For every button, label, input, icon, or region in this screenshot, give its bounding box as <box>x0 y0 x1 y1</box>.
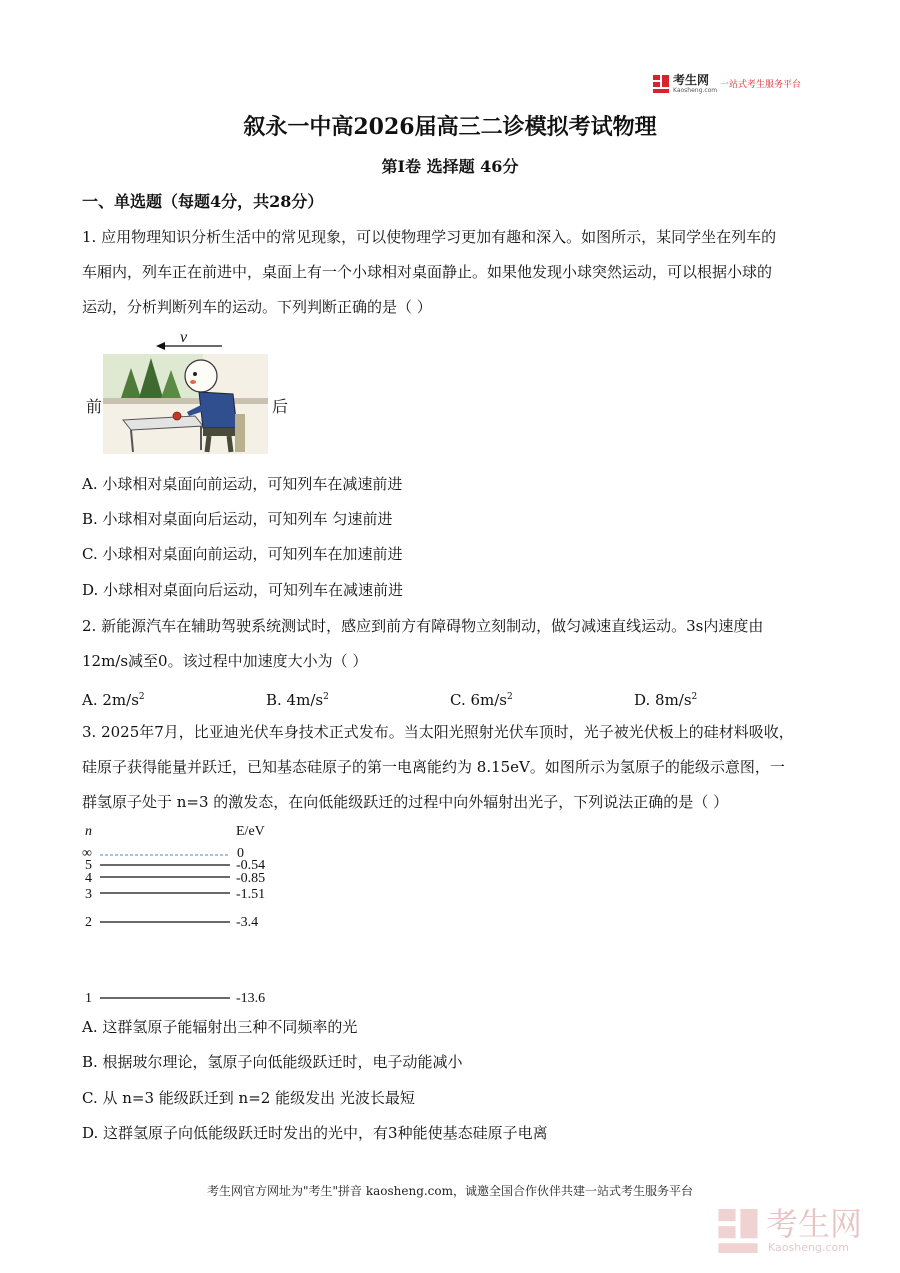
section-title: 一、单选题（每题4分，共28分） <box>82 192 324 211</box>
logo-site: Kaosheng.com <box>673 87 718 94</box>
level-n-2: 2 <box>85 915 92 930</box>
level-e-4: -0.85 <box>236 871 266 886</box>
page-footer: 考生网官方网址为"考生"拼音 kaosheng.com，诚邀全国合作伙伴共建一站式考生服务平台 <box>206 1184 694 1198</box>
q1-line-1: 1. 应用物理知识分析生活中的常见现象，可以使物理学习更加有趣和深入。如图所示，某同学坐在列车的 <box>82 228 777 246</box>
q3-option-c[interactable]: C. 从 n=3 能级跃迁到 n=2 能级发出 光波长最短 <box>82 1089 415 1107</box>
watermark-logo-icon <box>716 1206 760 1256</box>
logo-slogan: 一站式考生服务平台 <box>720 80 802 90</box>
q3-option-a[interactable]: A. 这群氢原子能辐射出三种不同频率的光 <box>82 1018 358 1036</box>
logo-name: 考生网 <box>673 73 710 87</box>
velocity-label: v <box>180 329 188 346</box>
exam-subtitle: 第I卷 选择题 46分 <box>381 157 519 176</box>
q2-line-1: 2. 新能源汽车在辅助驾驶系统测试时，感应到前方有障碍物立刻制动，做匀减速直线运动。3s内速度由 <box>82 617 764 635</box>
level-n-1: 1 <box>85 991 92 1006</box>
q3-option-b[interactable]: B. 根据玻尔理论，氢原子向低能级跃迁时，电子动能减小 <box>82 1053 463 1071</box>
q1-option-a[interactable]: A. 小球相对桌面向前运动，可知列车在减速前进 <box>82 475 403 493</box>
level-n-5: 5 <box>85 858 92 873</box>
q2-line-2: 12m/s减至0。该过程中加速度大小为（ ） <box>82 652 368 670</box>
energy-level-lines <box>96 845 236 1005</box>
level-n-inf: ∞ <box>82 846 92 861</box>
level-e-5: -0.54 <box>236 858 266 873</box>
q3-line-2: 硅原子获得能量并跃迁，已知基态硅原子的第一电离能约为 8.15eV。如图所示为氢原子的能级示意图，一 <box>82 758 785 776</box>
watermark-site: Kaosheng.com <box>768 1241 849 1254</box>
figure-front-label: 前 <box>86 397 103 416</box>
watermark-name: 考生网 <box>766 1205 863 1243</box>
energy-e-header: E/eV <box>236 824 265 839</box>
q1-option-b[interactable]: B. 小球相对桌面向后运动，可知列车 匀速前进 <box>82 510 393 528</box>
energy-n-header: n <box>85 824 92 839</box>
velocity-arrow-icon <box>156 340 226 352</box>
exam-title: 叙永一中高2026届高三二诊模拟考试物理 <box>243 114 657 140</box>
q1-line-3: 运动，分析判断列车的运动。下列判断正确的是（ ） <box>82 298 432 316</box>
q2-option-c[interactable]: C. $6m/s^2$ <box>450 691 513 709</box>
q3-line-1: 3. 2025年7月，比亚迪光伏车身技术正式发布。当太阳光照射光伏车顶时，光子被光伏板上的硅材料吸收， <box>82 723 794 741</box>
q3-option-d[interactable]: D. 这群氢原子向低能级跃迁时发出的光中，有3种能使基态硅原子电离 <box>82 1124 548 1142</box>
level-n-4: 4 <box>85 871 92 886</box>
q1-option-d[interactable]: D. 小球相对桌面向后运动，可知列车在减速前进 <box>82 581 404 599</box>
kaosheng-logo-icon <box>652 74 670 94</box>
q2-option-d[interactable]: D. $8m/s^2$ <box>634 691 698 709</box>
q3-line-3: 群氢原子处于 n=3 的激发态，在向低能级跃迁的过程中向外辐射出光子，下列说法正确的是（ ） <box>82 793 729 811</box>
level-e-inf: 0 <box>237 846 244 861</box>
train-student-illustration <box>103 354 268 454</box>
level-e-3: -1.51 <box>236 887 266 902</box>
kaosheng-watermark <box>716 1204 886 1260</box>
kaosheng-logo[interactable] <box>652 74 822 96</box>
q1-line-2: 车厢内，列车正在前进中，桌面上有一个小球相对桌面静止。如果他发现小球突然运动，可以根据小球的 <box>82 263 773 281</box>
q1-option-c[interactable]: C. 小球相对桌面向前运动，可知列车在加速前进 <box>82 545 403 563</box>
level-n-3: 3 <box>85 887 92 902</box>
figure-back-label: 后 <box>272 397 289 416</box>
q2-option-a[interactable]: A. $2m/s^2$ <box>82 691 145 709</box>
level-e-2: -3.4 <box>236 915 259 930</box>
level-e-1: -13.6 <box>236 991 266 1006</box>
q2-option-b[interactable]: B. $4m/s^2$ <box>266 691 329 709</box>
